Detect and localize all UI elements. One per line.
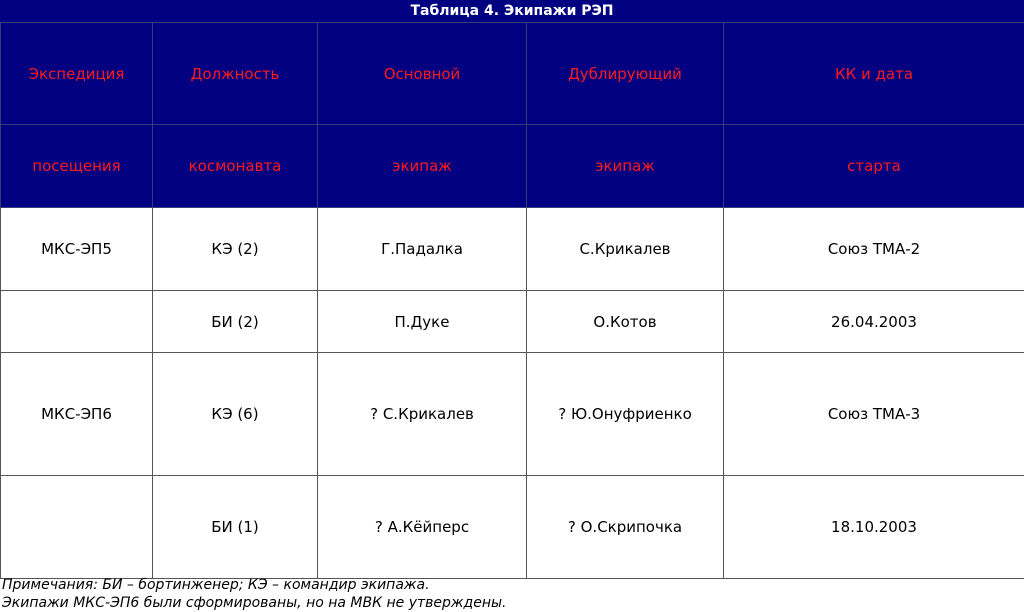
header-row — [1, 125, 1024, 208]
table-cell: БИ (2) — [153, 291, 318, 353]
table-row — [1, 291, 1024, 353]
table-cell: С.Крикалев — [527, 208, 724, 291]
header-cell: экипаж — [318, 125, 527, 208]
table-cell: Союз ТМА-2 — [724, 208, 1024, 291]
table-cell: 18.10.2003 — [724, 476, 1024, 579]
header-cell: Дублирующий — [527, 23, 724, 125]
table-cell: КЭ (2) — [153, 208, 318, 291]
table-cell: Г.Падалка — [318, 208, 527, 291]
header-cell: Основной — [318, 23, 527, 125]
header-cell: экипаж — [527, 125, 724, 208]
table-cell: О.Котов — [527, 291, 724, 353]
note-line: Экипажи МКС-ЭП6 были сформированы, но на МВК не утверждены. — [2, 594, 1022, 612]
table-cell: БИ (1) — [153, 476, 318, 579]
table-cell: ? О.Скрипочка — [527, 476, 724, 579]
table-cell: КЭ (6) — [153, 353, 318, 476]
table-cell: ? С.Крикалев — [318, 353, 527, 476]
header-cell: Должность — [153, 23, 318, 125]
table-cell: ? Ю.Онуфриенко — [527, 353, 724, 476]
table-cell: ? А.Кёйперс — [318, 476, 527, 579]
header-cell: космонавта — [153, 125, 318, 208]
table-cell: Союз ТМА-3 — [724, 353, 1024, 476]
header-cell: Экспедиция — [1, 23, 153, 125]
header-cell: старта — [724, 125, 1024, 208]
header-cell: посещения — [1, 125, 153, 208]
crews-table — [0, 22, 1024, 579]
note-line: Примечания: БИ – бортинженер; КЭ – командир экипажа. — [2, 576, 1022, 594]
table-row — [1, 208, 1024, 291]
table-cell: МКС-ЭП5 — [1, 208, 153, 291]
header-row — [1, 23, 1024, 125]
table-cell — [1, 291, 153, 353]
table-title: Таблица 4. Экипажи РЭП — [0, 0, 1024, 23]
table-cell: П.Дуке — [318, 291, 527, 353]
table-cell: МКС-ЭП6 — [1, 353, 153, 476]
table-cell: 26.04.2003 — [724, 291, 1024, 353]
table-row — [1, 353, 1024, 476]
header-cell: КК и дата — [724, 23, 1024, 125]
table-notes — [2, 576, 1022, 612]
table-cell — [1, 476, 153, 579]
table-row — [1, 476, 1024, 579]
